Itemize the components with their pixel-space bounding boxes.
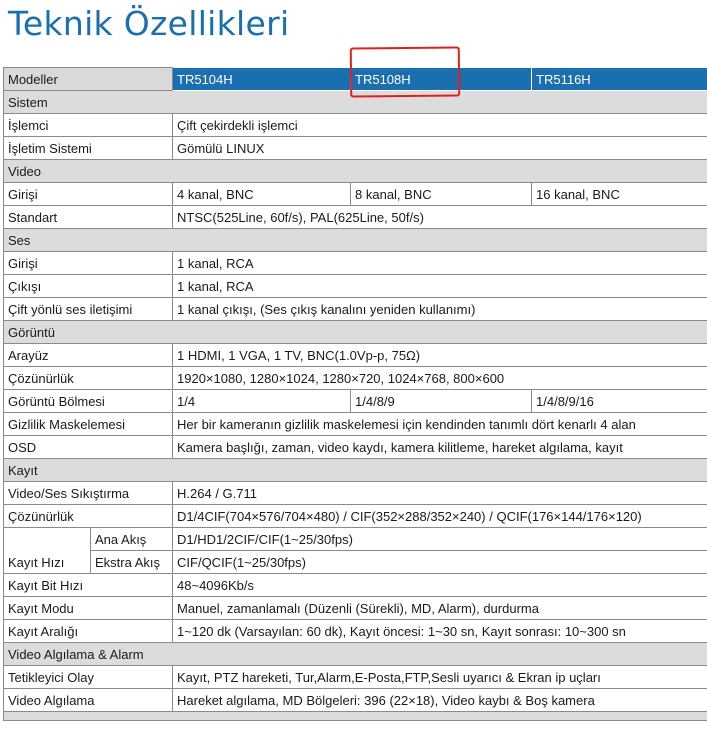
- table-row: [4, 528, 707, 551]
- row-value: Gömülü LINUX: [173, 137, 707, 160]
- section-kayit: Kayıt: [4, 459, 707, 482]
- table-row: [4, 597, 707, 620]
- sub-label: Ekstra Akış: [91, 551, 173, 574]
- row-label: Çözünürlük: [4, 505, 173, 528]
- header-model-1: TR5104H: [173, 68, 351, 91]
- row-label: Kayıt Modu: [4, 597, 173, 620]
- row-value: 1 HDMI, 1 VGA, 1 TV, BNC(1.0Vp-p, 75Ω): [173, 344, 707, 367]
- table-header-row: [4, 68, 707, 91]
- section-sistem: Sistem: [4, 91, 707, 114]
- row-value: 1 kanal çıkışı, (Ses çıkış kanalını yeniden kullanımı): [173, 298, 707, 321]
- row-label: Arayüz: [4, 344, 173, 367]
- row-value: D1/4CIF(704×576/704×480) / CIF(352×288/352×240) / QCIF(176×144/176×120): [173, 505, 707, 528]
- table-row: [4, 620, 707, 643]
- row-value: NTSC(525Line, 60f/s), PAL(625Line, 50f/s): [173, 206, 707, 229]
- row-label: OSD: [4, 436, 173, 459]
- table-row: [4, 298, 707, 321]
- row-value: 4 kanal, BNC: [173, 183, 351, 206]
- table-row: [4, 275, 707, 298]
- row-label: Girişi: [4, 183, 173, 206]
- row-label: Görüntü Bölmesi: [4, 390, 173, 413]
- row-label: Kayıt Aralığı: [4, 620, 173, 643]
- row-label: Çıkışı: [4, 275, 173, 298]
- table-row: [4, 436, 707, 459]
- sub-label: Ana Akış: [91, 528, 173, 551]
- table-row: [4, 252, 707, 275]
- row-value: 48~4096Kb/s: [173, 574, 707, 597]
- row-label: Video/Ses Sıkıştırma: [4, 482, 173, 505]
- section-goruntu: Görüntü: [4, 321, 707, 344]
- row-label: İşletim Sistemi: [4, 137, 173, 160]
- table-row: [4, 183, 707, 206]
- table-row: [4, 206, 707, 229]
- row-value: Çift çekirdekli işlemci: [173, 114, 707, 137]
- row-label: Kayıt Hızı: [4, 528, 91, 574]
- row-value: 1/4/8/9/16: [532, 390, 707, 413]
- row-label: Girişi: [4, 252, 173, 275]
- row-label: Çift yönlü ses iletişimi: [4, 298, 173, 321]
- header-models: Modeller: [4, 68, 173, 91]
- header-model-3: TR5116H: [532, 68, 707, 91]
- table-row: [4, 137, 707, 160]
- row-label: Standart: [4, 206, 173, 229]
- table-row: [4, 367, 707, 390]
- row-value: Her bir kameranın gizlilik maskelemesi için kendinden tanımlı dört kenarlı 4 alan: [173, 413, 707, 436]
- table-row: [4, 574, 707, 597]
- row-value: 1 kanal, RCA: [173, 275, 707, 298]
- header-model-2: TR5108H: [351, 68, 532, 91]
- row-value: 1/4: [173, 390, 351, 413]
- row-value: 16 kanal, BNC: [532, 183, 707, 206]
- row-label: Kayıt Bit Hızı: [4, 574, 173, 597]
- row-value: 1 kanal, RCA: [173, 252, 707, 275]
- section-ses: Ses: [4, 229, 707, 252]
- table-row: [4, 551, 707, 574]
- section-video: Video: [4, 160, 707, 183]
- table-row: [4, 390, 707, 413]
- row-label: Gizlilik Maskelemesi: [4, 413, 173, 436]
- row-label: Video Algılama: [4, 689, 173, 712]
- row-value: 1/4/8/9: [351, 390, 532, 413]
- row-value: Kayıt, PTZ hareketi, Tur,Alarm,E-Posta,FTP,Sesli uyarıcı & Ekran ip uçları: [173, 666, 707, 689]
- row-value: 1920×1080, 1280×1024, 1280×720, 1024×768, 800×600: [173, 367, 707, 390]
- table-row: [4, 689, 707, 712]
- table-row: [4, 114, 707, 137]
- spec-table: [3, 67, 707, 721]
- table-row: [4, 482, 707, 505]
- section-partial: [4, 712, 707, 721]
- row-label: Tetikleyici Olay: [4, 666, 173, 689]
- row-value: 8 kanal, BNC: [351, 183, 532, 206]
- row-value: 1~120 dk (Varsayılan: 60 dk), Kayıt öncesi: 1~30 sn, Kayıt sonrası: 10~300 sn: [173, 620, 707, 643]
- row-label: Çözünürlük: [4, 367, 173, 390]
- row-label: İşlemci: [4, 114, 173, 137]
- section-alarm: Video Algılama & Alarm: [4, 643, 707, 666]
- page-title: Teknik Özellikleri: [8, 4, 290, 43]
- row-value: Kamera başlığı, zaman, video kaydı, kamera kilitleme, hareket algılama, kayıt: [173, 436, 707, 459]
- row-value: D1/HD1/2CIF/CIF(1~25/30fps): [173, 528, 707, 551]
- row-value: Hareket algılama, MD Bölgeleri: 396 (22×18), Video kaybı & Boş kamera: [173, 689, 707, 712]
- table-row: [4, 413, 707, 436]
- row-value: Manuel, zamanlamalı (Düzenli (Sürekli), MD, Alarm), durdurma: [173, 597, 707, 620]
- row-value: H.264 / G.711: [173, 482, 707, 505]
- table-row: [4, 505, 707, 528]
- row-value: CIF/QCIF(1~25/30fps): [173, 551, 707, 574]
- table-row: [4, 344, 707, 367]
- table-row: [4, 666, 707, 689]
